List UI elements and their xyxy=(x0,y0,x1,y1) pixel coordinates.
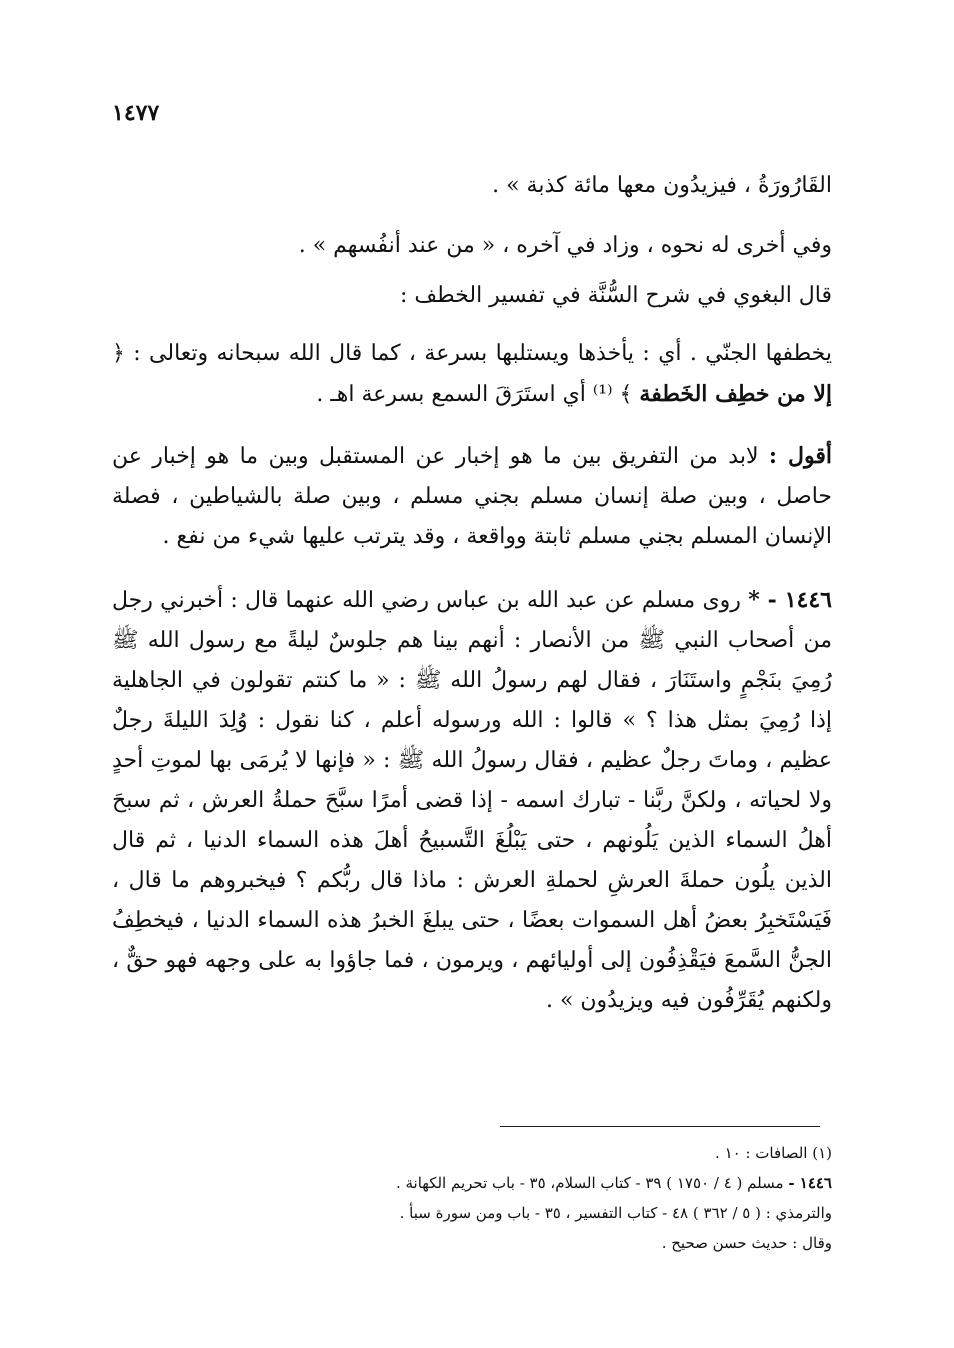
hadith-number: ١٤٤٦ - * xyxy=(748,587,832,613)
footnote-2 xyxy=(396,1168,832,1198)
paragraph-hadith-1446 xyxy=(112,580,832,1021)
footnote-1: (١) الصافات : ١٠ . xyxy=(715,1144,832,1162)
comment-text: لابد من التفريق بين ما هو إخبار عن المستقبل وبين ما هو إخبار عن حاصل ، وبين صلة إنسان مسلم بجني مسلم ، وبين صلة بالشياطين ، فصلة الإنسان المسلم بجني مسلم ثابتة وواقعة ، وقد يترتب عليها شيء من نفع . xyxy=(112,444,832,549)
explanation-text-end: ﴾ ⁽¹⁾ أي استَرَقَ السمع بسرعة اهـ . xyxy=(316,382,633,407)
explanation-text: يخطفها الجنّي . أي : يأخذها ويستلبها بسرعة ، كما قال الله سبحانه وتعالى : ﴿ xyxy=(112,341,832,366)
footnote-2-number: ١٤٤٦ - xyxy=(788,1174,832,1192)
quran-verse-text: إلا من خطِف الخَطفة xyxy=(639,381,832,407)
hadith-text: روى مسلم عن عبد الله بن عباس رضي الله عنهما قال : أخبرني رجل من أصحاب النبي ﷺ من الأنصار : أنهم بينا هم جلوسٌ ليلةً مع رسول الله ﷺ رُمِيَ بنَجْمٍ واستَنَارَ ، فقال لهم رسولُ الله ﷺ : « ما كنتم تقولون في الجاهلية إذا رُمِيَ بمثل هذا ؟ » قالوا : الله ورسوله أعلم ، كنا نقول : وُلِدَ الليلةَ رجلٌ عظيم ، وماتَ رجلٌ عظيم ، فقال رسولُ الله ﷺ : « فإنها لا يُرمَى بها لموتِ أحدٍ ولا لحياته ، ولكنَّ ربَّنا - تبارك اسمه - إذا قضى أمرًا سبَّحَ حملةُ العرش ، ثم سبحَ أهلُ السماء الذين يَلُونهم ، حتى يَبْلُغَ التَّسبيحُ أهلَ هذه السماء الدنيا ، ثم قال الذين يلُون حملةَ العرشِ لحملةِ العرش : ماذا قال ربُّكم ؟ فيخبروهم ما قال ، فَيَسْتَخبِرُ بعضُ أهل السموات بعضًا ، حتى يبلغَ الخبرُ هذه السماء الدنيا ، فيخطِفُ الجنُّ السَّمعَ فيَقْذِفُون إلى أوليائهم ، ويرمون ، فما جاؤوا به على وجهه فهو حقٌّ ، ولكنهم يُقَرِّفُون فيه ويزيدُون » . xyxy=(112,588,832,1013)
page-number: ١٤٧٧ xyxy=(112,100,160,126)
paragraph-baghawi-intro: قال البغوي في شرح السُّنَّة في تفسير الخطف : xyxy=(399,283,832,308)
paragraph-baghawi-explanation xyxy=(112,334,832,415)
footnote-4: وقال : حديث حسن صحيح . xyxy=(661,1234,832,1252)
footnote-divider xyxy=(500,1126,820,1127)
paragraph-continuation: القَارُورَةُ ، فيزيدُون معها مائة كذبة » . xyxy=(492,173,832,198)
comment-label: أقول : xyxy=(768,443,833,469)
paragraph-author-comment xyxy=(112,436,832,557)
footnote-2-text: مسلم ( ٤ / ١٧٥٠ ) ٣٩ - كتاب السلام، ٣٥ - باب تحريم الكهانة . xyxy=(395,1174,784,1192)
footnotes xyxy=(396,1138,832,1258)
footnote-3: والترمذي : ( ٥ / ٣٦٢ ) ٤٨ - كتاب التفسير ، ٣٥ - باب ومن سورة سبأ . xyxy=(399,1204,832,1222)
paragraph-narration-addition: وفي أخرى له نحوه ، وزاد في آخره ، « من عند أنفُسهم » . xyxy=(298,233,832,258)
